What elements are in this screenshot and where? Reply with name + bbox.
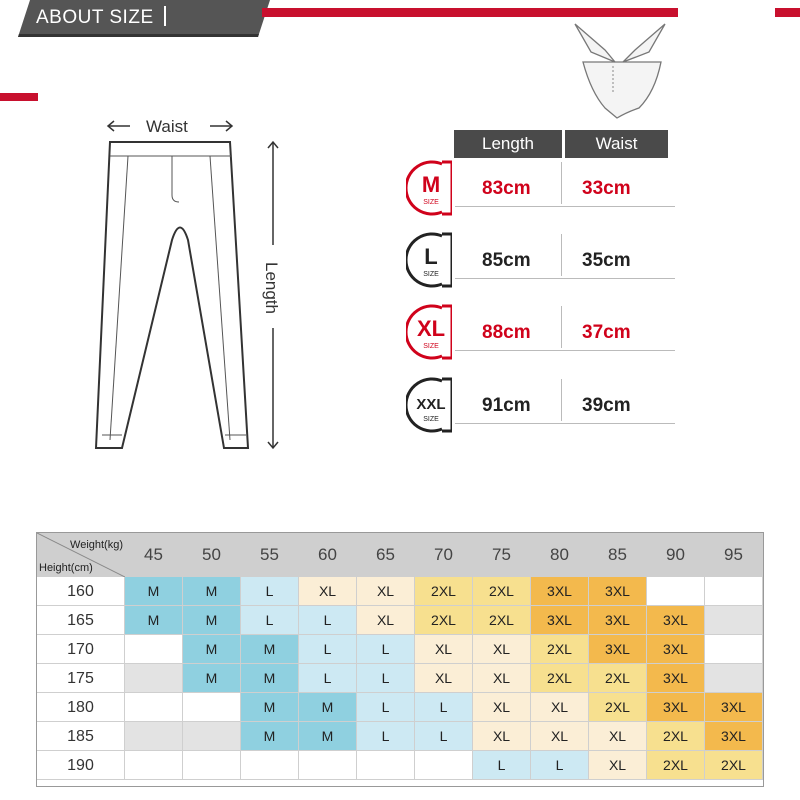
size-cell: [125, 693, 183, 722]
size-cell: [241, 751, 299, 780]
waist-value: 33cm: [582, 178, 631, 199]
size-cell: XL: [589, 722, 647, 751]
weight-header: 60: [299, 533, 357, 577]
weight-header: 50: [183, 533, 241, 577]
size-cell: 3XL: [647, 635, 705, 664]
size-cell: L: [299, 635, 357, 664]
size-cell: [125, 664, 183, 693]
size-cell: L: [473, 751, 531, 780]
weight-header: 95: [705, 533, 763, 577]
height-header: 165: [37, 606, 125, 635]
row-divider: [455, 350, 675, 351]
size-row: [400, 375, 670, 439]
size-cell: L: [415, 693, 473, 722]
size-cell: [705, 577, 763, 606]
weight-header: 55: [241, 533, 299, 577]
size-cell: M: [183, 635, 241, 664]
size-cell: M: [125, 606, 183, 635]
header-red-bar-right: [775, 8, 800, 17]
height-header: 175: [37, 664, 125, 693]
size-cell: L: [357, 635, 415, 664]
size-cell: 3XL: [705, 722, 763, 751]
size-cell: XL: [531, 722, 589, 751]
size-cell: 2XL: [415, 606, 473, 635]
size-cell: XL: [357, 577, 415, 606]
size-cell: L: [241, 577, 299, 606]
size-cell: 3XL: [705, 693, 763, 722]
page-title: [36, 6, 166, 29]
height-header: 190: [37, 751, 125, 780]
size-cell: 3XL: [647, 606, 705, 635]
size-cell: 3XL: [531, 577, 589, 606]
size-cell: M: [183, 577, 241, 606]
model-waist-illustration: [565, 22, 675, 122]
height-header: 180: [37, 693, 125, 722]
size-cell: L: [357, 664, 415, 693]
size-cell: XL: [589, 751, 647, 780]
size-cell: L: [357, 722, 415, 751]
size-cell: [183, 693, 241, 722]
weight-header: 65: [357, 533, 415, 577]
size-sub: SIZE: [423, 343, 439, 350]
title-divider: [164, 6, 166, 26]
size-cell: 3XL: [589, 577, 647, 606]
weight-header: 80: [531, 533, 589, 577]
size-cell: 2XL: [705, 751, 763, 780]
height-header: 160: [37, 577, 125, 606]
size-cell: M: [299, 693, 357, 722]
size-cell: [705, 606, 763, 635]
size-cell: M: [183, 664, 241, 693]
weight-header: 70: [415, 533, 473, 577]
weight-header: 85: [589, 533, 647, 577]
size-chart-grid: [36, 532, 764, 787]
size-badge-icon: [406, 230, 452, 290]
size-cell: 3XL: [531, 606, 589, 635]
column-header-length: Length: [454, 130, 562, 158]
size-cell: XL: [531, 693, 589, 722]
size-row: [400, 158, 670, 222]
size-cell: M: [183, 606, 241, 635]
pants-diagram: [80, 110, 310, 460]
height-header: 170: [37, 635, 125, 664]
size-cell: M: [241, 664, 299, 693]
size-cell: L: [531, 751, 589, 780]
size-cell: [415, 751, 473, 780]
column-divider: [561, 162, 562, 204]
row-divider: [455, 206, 675, 207]
size-cell: 2XL: [473, 577, 531, 606]
size-badge-icon: [406, 375, 452, 435]
size-cell: M: [299, 722, 357, 751]
waist-value: 39cm: [582, 395, 631, 416]
column-divider: [561, 306, 562, 348]
length-value: 88cm: [482, 322, 531, 343]
weight-header: 75: [473, 533, 531, 577]
weight-header: 45: [125, 533, 183, 577]
size-letter: M: [421, 172, 441, 197]
size-cell: 2XL: [473, 606, 531, 635]
row-divider: [455, 278, 675, 279]
size-cell: 2XL: [647, 751, 705, 780]
size-cell: XL: [473, 664, 531, 693]
size-cell: M: [241, 635, 299, 664]
size-cell: 3XL: [647, 693, 705, 722]
size-cell: 2XL: [589, 693, 647, 722]
column-divider: [561, 234, 562, 276]
size-letter: XL: [416, 316, 446, 341]
size-cell: XL: [299, 577, 357, 606]
size-badge-icon: [406, 302, 452, 362]
size-cell: 2XL: [415, 577, 473, 606]
height-header: 185: [37, 722, 125, 751]
size-cell: 2XL: [531, 664, 589, 693]
size-cell: 3XL: [589, 635, 647, 664]
size-cell: [299, 751, 357, 780]
length-value: 83cm: [482, 178, 531, 199]
size-cell: M: [125, 577, 183, 606]
size-cell: L: [357, 693, 415, 722]
size-cell: 3XL: [647, 664, 705, 693]
size-cell: XL: [473, 635, 531, 664]
side-red-bar: [0, 93, 38, 101]
size-sub: SIZE: [423, 199, 439, 206]
size-cell: 3XL: [589, 606, 647, 635]
size-cell: [705, 664, 763, 693]
size-cell: 2XL: [647, 722, 705, 751]
length-value: 85cm: [482, 250, 531, 271]
length-label: Length: [262, 262, 281, 314]
size-cell: XL: [415, 635, 473, 664]
size-letter: L: [424, 244, 438, 269]
size-cell: XL: [473, 693, 531, 722]
size-sub: SIZE: [423, 416, 439, 423]
height-axis-label: Height(cm): [39, 562, 93, 574]
size-cell: [125, 722, 183, 751]
size-cell: M: [241, 693, 299, 722]
size-badge-icon: [406, 158, 452, 218]
grid-corner: [37, 533, 125, 577]
size-row: [400, 302, 670, 366]
waist-value: 37cm: [582, 322, 631, 343]
size-cell: L: [299, 606, 357, 635]
size-row: [400, 230, 670, 294]
weight-header: 90: [647, 533, 705, 577]
weight-axis-label: Weight(kg): [70, 539, 123, 551]
length-value: 91cm: [482, 395, 531, 416]
size-cell: M: [241, 722, 299, 751]
size-cell: [357, 751, 415, 780]
size-cell: L: [415, 722, 473, 751]
size-cell: L: [299, 664, 357, 693]
header-red-bar: [262, 8, 678, 17]
size-cell: [183, 722, 241, 751]
column-divider: [561, 379, 562, 421]
size-cell: [125, 635, 183, 664]
column-header-waist: Waist: [565, 130, 668, 158]
size-cell: [705, 635, 763, 664]
size-cell: [647, 577, 705, 606]
size-cell: [183, 751, 241, 780]
size-cell: XL: [357, 606, 415, 635]
size-cell: 2XL: [589, 664, 647, 693]
size-cell: L: [241, 606, 299, 635]
size-letter: XXL: [416, 396, 446, 413]
size-cell: 2XL: [531, 635, 589, 664]
waist-value: 35cm: [582, 250, 631, 271]
size-sub: SIZE: [423, 271, 439, 278]
size-cell: [125, 751, 183, 780]
waist-label: Waist: [146, 117, 188, 136]
page-title-text: ABOUT SIZE: [36, 7, 154, 28]
row-divider: [455, 423, 675, 424]
size-cell: XL: [415, 664, 473, 693]
size-cell: XL: [473, 722, 531, 751]
